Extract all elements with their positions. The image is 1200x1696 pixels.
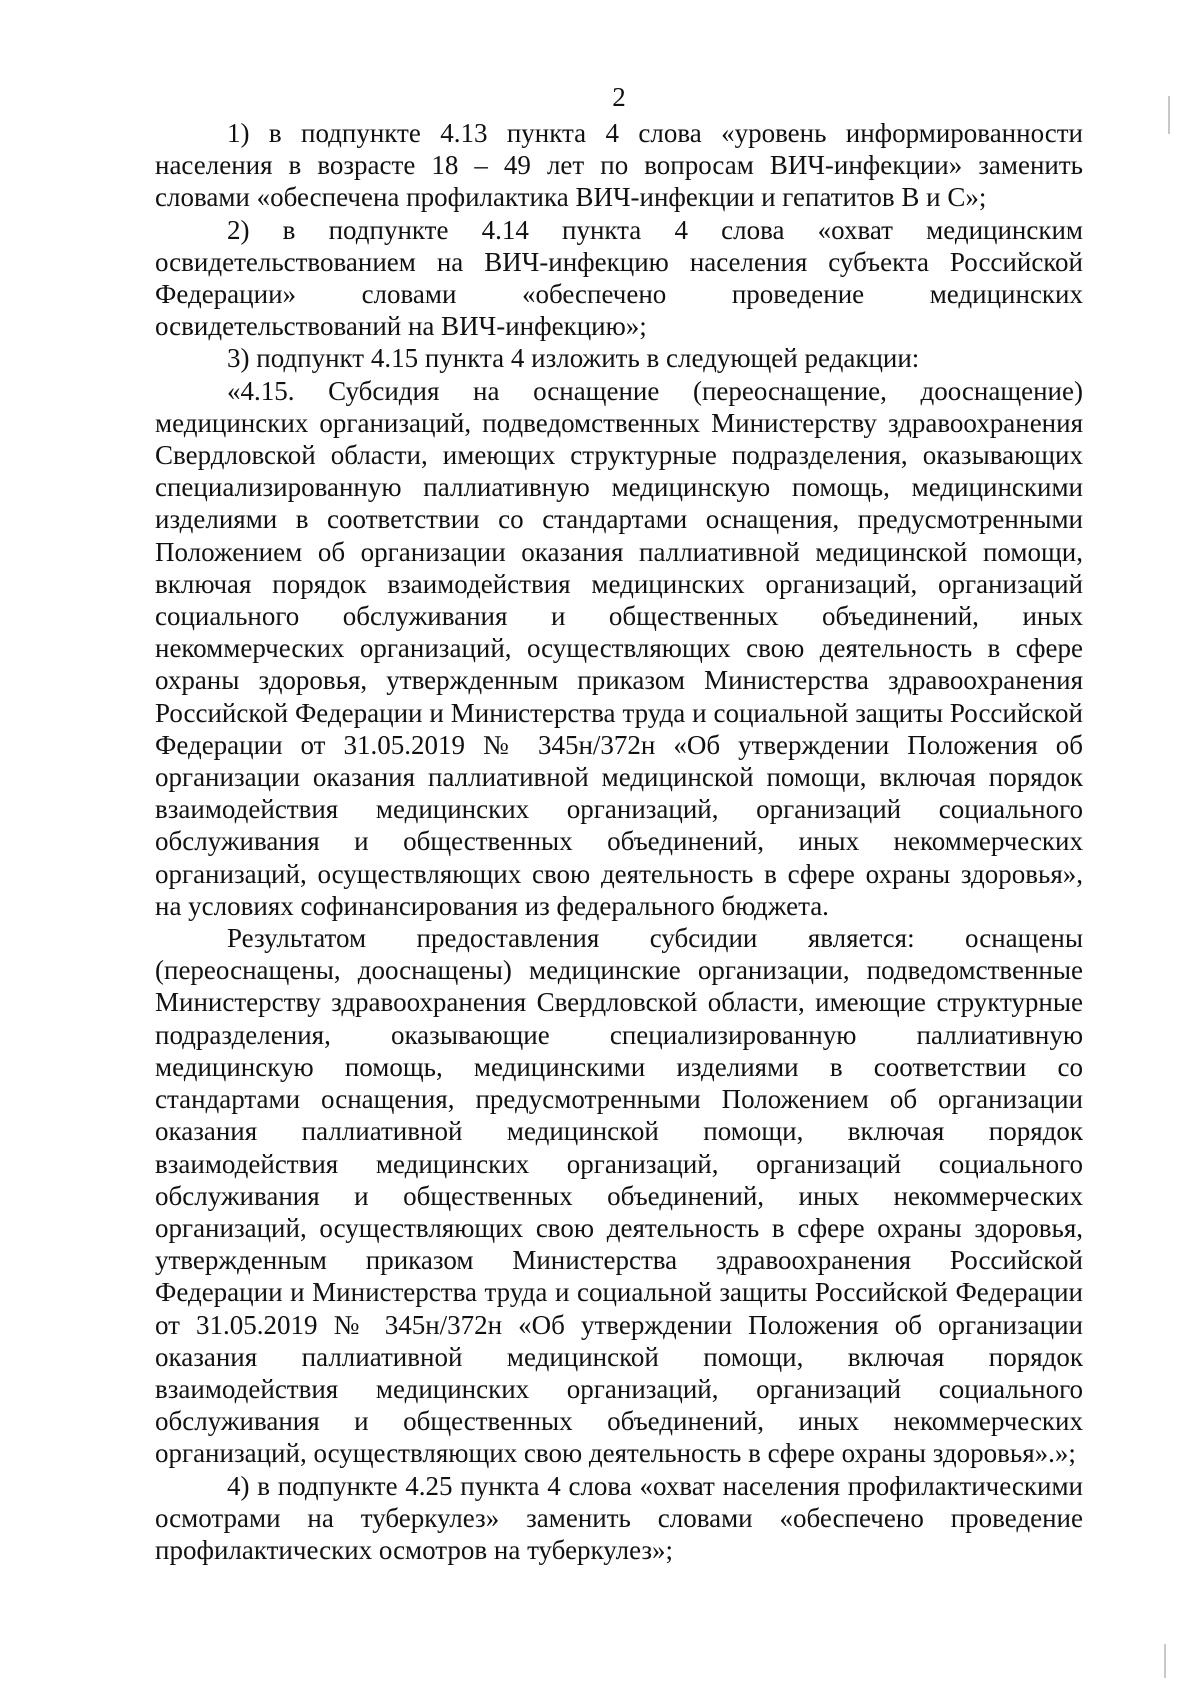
paragraph-item-1: 1) в подпункте 4.13 пункта 4 слова «уровень информированности населения в возрасте 18 – 49 лет по вопросам ВИЧ-инфекции» заменить словами «обеспечена профилактика ВИЧ-инфекции и гепатитов В и С»;: [155, 118, 1083, 213]
scan-edge-mark: [1164, 1644, 1166, 1678]
paragraph-subsidy-4-15: «4.15. Субсидия на оснащение (переоснащение, дооснащение) медицинских организаций, подведомственных Министерству здравоохранения Свердловской области, имеющих структурные подразделения, оказывающих специализированную паллиативную медицинскую помощь, медицинскими изделиями в соответствии со стандартами оснащения, предусмотренными Положением об организации оказания паллиативной медицинской помощи, включая порядок взаимодействия медицинских организаций, организаций социального обслуживания и общественных объединений, иных некоммерческих организаций, осуществляющих свою деятельность в сфере охраны здоровья, утвержденным приказом Министерства здравоохранения Российской Федерации и Министерства труда и социальной защиты Российской Федерации от 31.05.2019 № 345н/372н «Об утверждении Положения об организации оказания паллиативной медицинской помощи, включая порядок взаимодействия медицинских организаций, организаций социального обслуживания и общественных объединений, иных некоммерческих организаций, осуществляющих свою деятельность в сфере охраны здоровья», на условиях софинансирования из федерального бюджета.: [155, 375, 1083, 921]
scan-edge-mark: [1168, 96, 1170, 134]
page-number: 2: [612, 82, 626, 112]
paragraph-item-4: 4) в подпункте 4.25 пункта 4 слова «охват населения профилактическими осмотрами на туберкулез» заменить словами «обеспечено проведение профилактических осмотров на туберкулез»;: [155, 1470, 1083, 1565]
paragraph-item-3: 3) подпункт 4.15 пункта 4 изложить в следующей редакции:: [227, 343, 920, 374]
paragraph-item-2: 2) в подпункте 4.14 пункта 4 слова «охват медицинским освидетельствованием на ВИЧ-инфекцию населения субъекта Российской Федерации» словами «обеспечено проведение медицинских освидетельствований на ВИЧ-инфекцию»;: [155, 214, 1083, 342]
paragraph-result: Результатом предоставления субсидии является: оснащены (переоснащены, дооснащены) медицинские организации, подведомственные Министерству здравоохранения Свердловской области, имеющие структурные подразделения, оказывающие специализированную паллиативную медицинскую помощь, медицинскими изделиями в соответствии со стандартами оснащения, предусмотренными Положением об организации оказания паллиативной медицинской помощи, включая порядок взаимодействия медицинских организаций, организаций социального обслуживания и общественных объединений, иных некоммерческих организаций, осуществляющих свою деятельность в сфере охраны здоровья, утвержденным приказом Министерства здравоохранения Российской Федерации и Министерства труда и социальной защиты Российской Федерации от 31.05.2019 № 345н/372н «Об утверждении Положения об организации оказания паллиативной медицинской помощи, включая порядок взаимодействия медицинских организаций, организаций социального обслуживания и общественных объединений, иных некоммерческих организаций, осуществляющих свою деятельность в сфере охраны здоровья».»;: [155, 923, 1083, 1469]
document-page: [155, 82, 1083, 1566]
